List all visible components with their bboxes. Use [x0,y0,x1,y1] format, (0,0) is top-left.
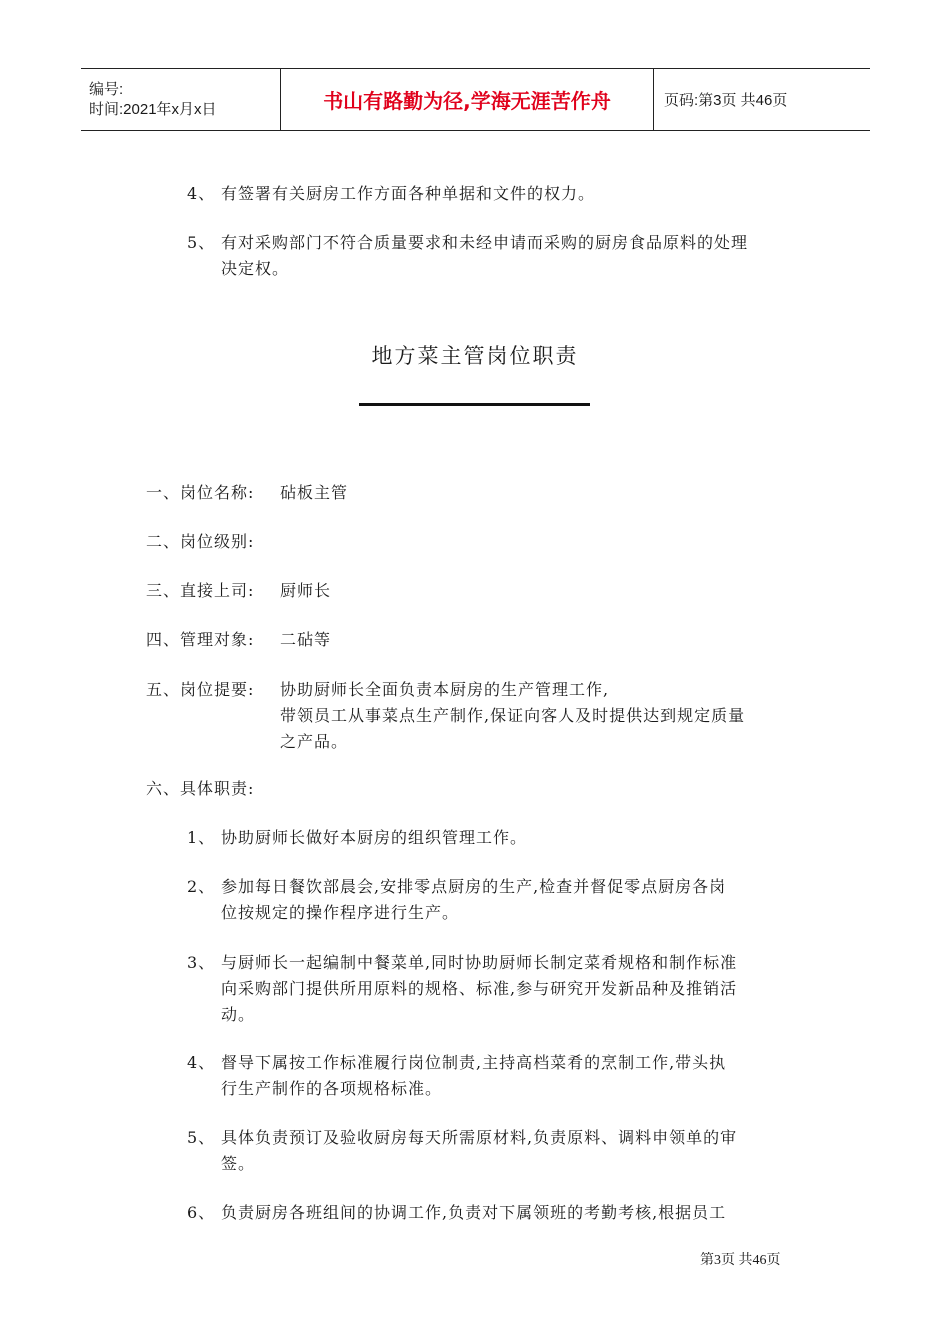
section-label: 一、岗位名称: [146,483,255,502]
duty-text-cont: 行生产制作的各项规格标准。 [221,1079,443,1098]
section-position-level [146,529,826,555]
list-item-number: 4、 [187,184,216,203]
section-label: 五、岗位提要: [146,680,255,699]
duty-number: 6、 [187,1203,216,1222]
duty-number: 5、 [187,1128,216,1147]
list-item-text: 有对采购部门不符合质量要求和未经申请而采购的厨房食品原料的处理 [221,233,749,252]
duty-text: 协助厨师长做好本厨房的组织管理工作。 [221,828,528,847]
section-label: 三、直接上司: [146,581,255,600]
list-item-number: 5、 [187,233,216,252]
list-item-text: 有签署有关厨房工作方面各种单据和文件的权力。 [221,184,596,203]
section-value: 二砧等 [280,630,332,649]
section-label: 二、岗位级别: [146,532,255,551]
duty-text: 参加每日餐饮部晨会,安排零点厨房的生产,检查并督促零点厨房各岗 [221,877,727,896]
page-header [81,68,870,131]
duty-item [187,1200,817,1226]
duty-item [187,874,817,926]
section-duties-heading [146,776,826,802]
duty-item [187,825,817,851]
title-underline [359,403,590,406]
header-motto-cell [281,69,654,130]
header-motto: 书山有路勤为径,学海无涯苦作舟 [323,89,611,113]
page-title: 地方菜主管岗位职责 [371,344,579,368]
header-meta [81,69,281,130]
duty-item [187,1125,817,1177]
duty-text-cont: 签。 [221,1154,256,1173]
list-item [187,230,817,282]
duty-text: 与厨师长一起编制中餐菜单,同时协助厨师长制定菜肴规格和制作标准 [221,953,738,972]
section-position-name [146,480,826,506]
duty-text-cont: 位按规定的操作程序进行生产。 [221,903,460,922]
section-position-summary [146,677,826,755]
duty-text-cont: 动。 [221,1005,256,1024]
duty-text: 负责厨房各班组间的协调工作,负责对下属领班的考勤考核,根据员工 [221,1203,727,1222]
list-item [187,181,817,207]
duty-item [187,1050,817,1102]
duty-number: 1、 [187,828,216,847]
page-footer: 第3页 共46页 [700,1253,781,1268]
section-value-cont: 之产品。 [280,732,349,751]
section-label: 六、具体职责: [146,779,255,798]
section-value: 砧板主管 [280,483,349,502]
duty-number: 2、 [187,877,216,896]
section-label: 四、管理对象: [146,630,255,649]
header-page-number: 页码:第3页 共46页 [664,92,788,109]
duty-text-cont: 向采购部门提供所用原料的规格、标准,参与研究开发新品种及推销活 [221,979,738,998]
duty-number: 3、 [187,953,216,972]
section-value-cont: 带领员工从事菜点生产制作,保证向客人及时提供达到规定质量 [280,706,746,725]
header-page-cell [654,69,870,130]
section-direct-superior [146,578,826,604]
duty-text: 督导下属按工作标准履行岗位制责,主持高档菜肴的烹制工作,带头执 [221,1053,727,1072]
section-value: 厨师长 [280,581,332,600]
duty-item [187,950,817,1028]
section-management-target [146,627,826,653]
list-item-text-cont: 决定权。 [221,259,290,278]
doc-time-label: 时间:2021年x月x日 [89,100,217,118]
doc-number-label: 编号: [89,80,124,98]
duty-number: 4、 [187,1053,216,1072]
duty-text: 具体负责预订及验收厨房每天所需原材料,负责原料、调料申领单的审 [221,1128,738,1147]
section-value: 协助厨师长全面负责本厨房的生产管理工作, [280,680,610,699]
